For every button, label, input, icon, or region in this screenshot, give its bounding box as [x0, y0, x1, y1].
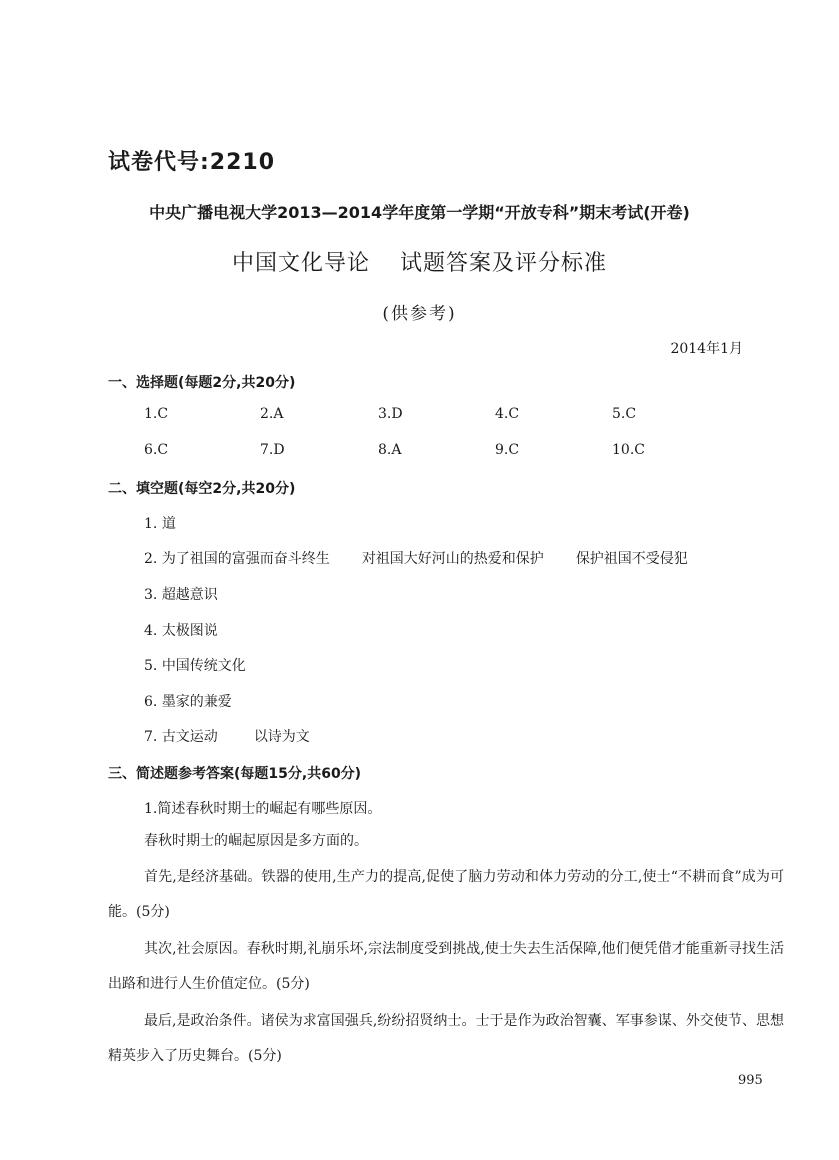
section-heading-short-answer: 三、简述题参考答案(每题15分,共60分) — [108, 766, 362, 782]
answer-text: 中国传统文化 — [161, 658, 246, 674]
answer-text: 以诗为文 — [253, 729, 310, 745]
item-number: 5. — [144, 658, 158, 674]
answer-paragraph: 最后,是政治条件。诸侯为求富国强兵,纷纷招贤纳士。士于是作为政治智囊、军事参谋、外交使节、思想精英步入了历史舞台。(5分) — [108, 1013, 784, 1064]
page-number: 995 — [738, 1073, 763, 1088]
item-number: 2. — [144, 551, 158, 567]
mc-answer: 3.D — [378, 406, 403, 422]
course-name: 中国文化导论 — [231, 251, 370, 276]
mc-answer: 7.D — [260, 442, 285, 458]
section-heading-fill-blank: 二、填空题(每空2分,共20分) — [108, 481, 296, 497]
item-number: 4. — [144, 623, 158, 639]
answer-paragraph: 其次,社会原因。春秋时期,礼崩乐坏,宗法制度受到挑战,使士失去生活保障,他们便凭借才能重新寻找生活出路和进行人生价值定位。(5分) — [108, 941, 784, 992]
item-number: 3. — [144, 587, 158, 603]
answer-text: 对祖国大好河山的热爱和保护 — [361, 551, 544, 567]
paper-code: 试卷代号:2210 — [108, 150, 276, 175]
fill-item — [144, 548, 688, 568]
mc-answer: 8.A — [378, 442, 402, 458]
fill-item — [144, 655, 246, 675]
answer-paragraph: 首先,是经济基础。铁器的使用,生产力的提高,促使了脑力劳动和体力劳动的分工,使士“不耕而食”成为可能。(5分) — [108, 869, 784, 920]
doc-title: 试题答案及评分标准 — [400, 251, 608, 276]
mc-answer: 2.A — [260, 406, 284, 422]
fill-item — [144, 584, 218, 604]
answer-text: 为了祖国的富强而奋斗终生 — [161, 551, 330, 567]
document-title — [0, 246, 839, 277]
exam-date: 2014年1月 — [670, 341, 743, 357]
university-exam-line: 中央广播电视大学2013—2014学年度第一学期“开放专科”期末考试(开卷) — [149, 203, 690, 222]
answer-text: 超越意识 — [161, 587, 218, 603]
fill-item — [144, 726, 310, 746]
answer-text: 墨家的兼爱 — [161, 694, 232, 710]
mc-answer: 5.C — [612, 406, 637, 422]
answer-text: 古文运动 — [161, 729, 218, 745]
fill-item — [144, 620, 218, 640]
item-number: 7. — [144, 729, 158, 745]
item-number: 1. — [144, 516, 158, 532]
section-heading-multiple-choice: 一、选择题(每题2分,共20分) — [108, 375, 296, 391]
mc-answer: 4.C — [495, 406, 520, 422]
mc-answer: 10.C — [612, 442, 645, 458]
question-text: 1.简述春秋时期士的崛起有哪些原因。 — [144, 801, 382, 817]
fill-item — [144, 513, 176, 533]
mc-answer: 9.C — [495, 442, 520, 458]
answer-text: 太极图说 — [161, 623, 218, 639]
answer-text: 保护祖国不受侵犯 — [575, 551, 688, 567]
mc-answer: 6.C — [144, 442, 169, 458]
answer-text: 道 — [161, 516, 176, 532]
reference-note: (供参考) — [382, 304, 457, 324]
mc-answer: 1.C — [144, 406, 169, 422]
fill-item — [144, 691, 232, 711]
answer-paragraph: 春秋时期士的崛起原因是多方面的。 — [144, 833, 368, 849]
item-number: 6. — [144, 694, 158, 710]
